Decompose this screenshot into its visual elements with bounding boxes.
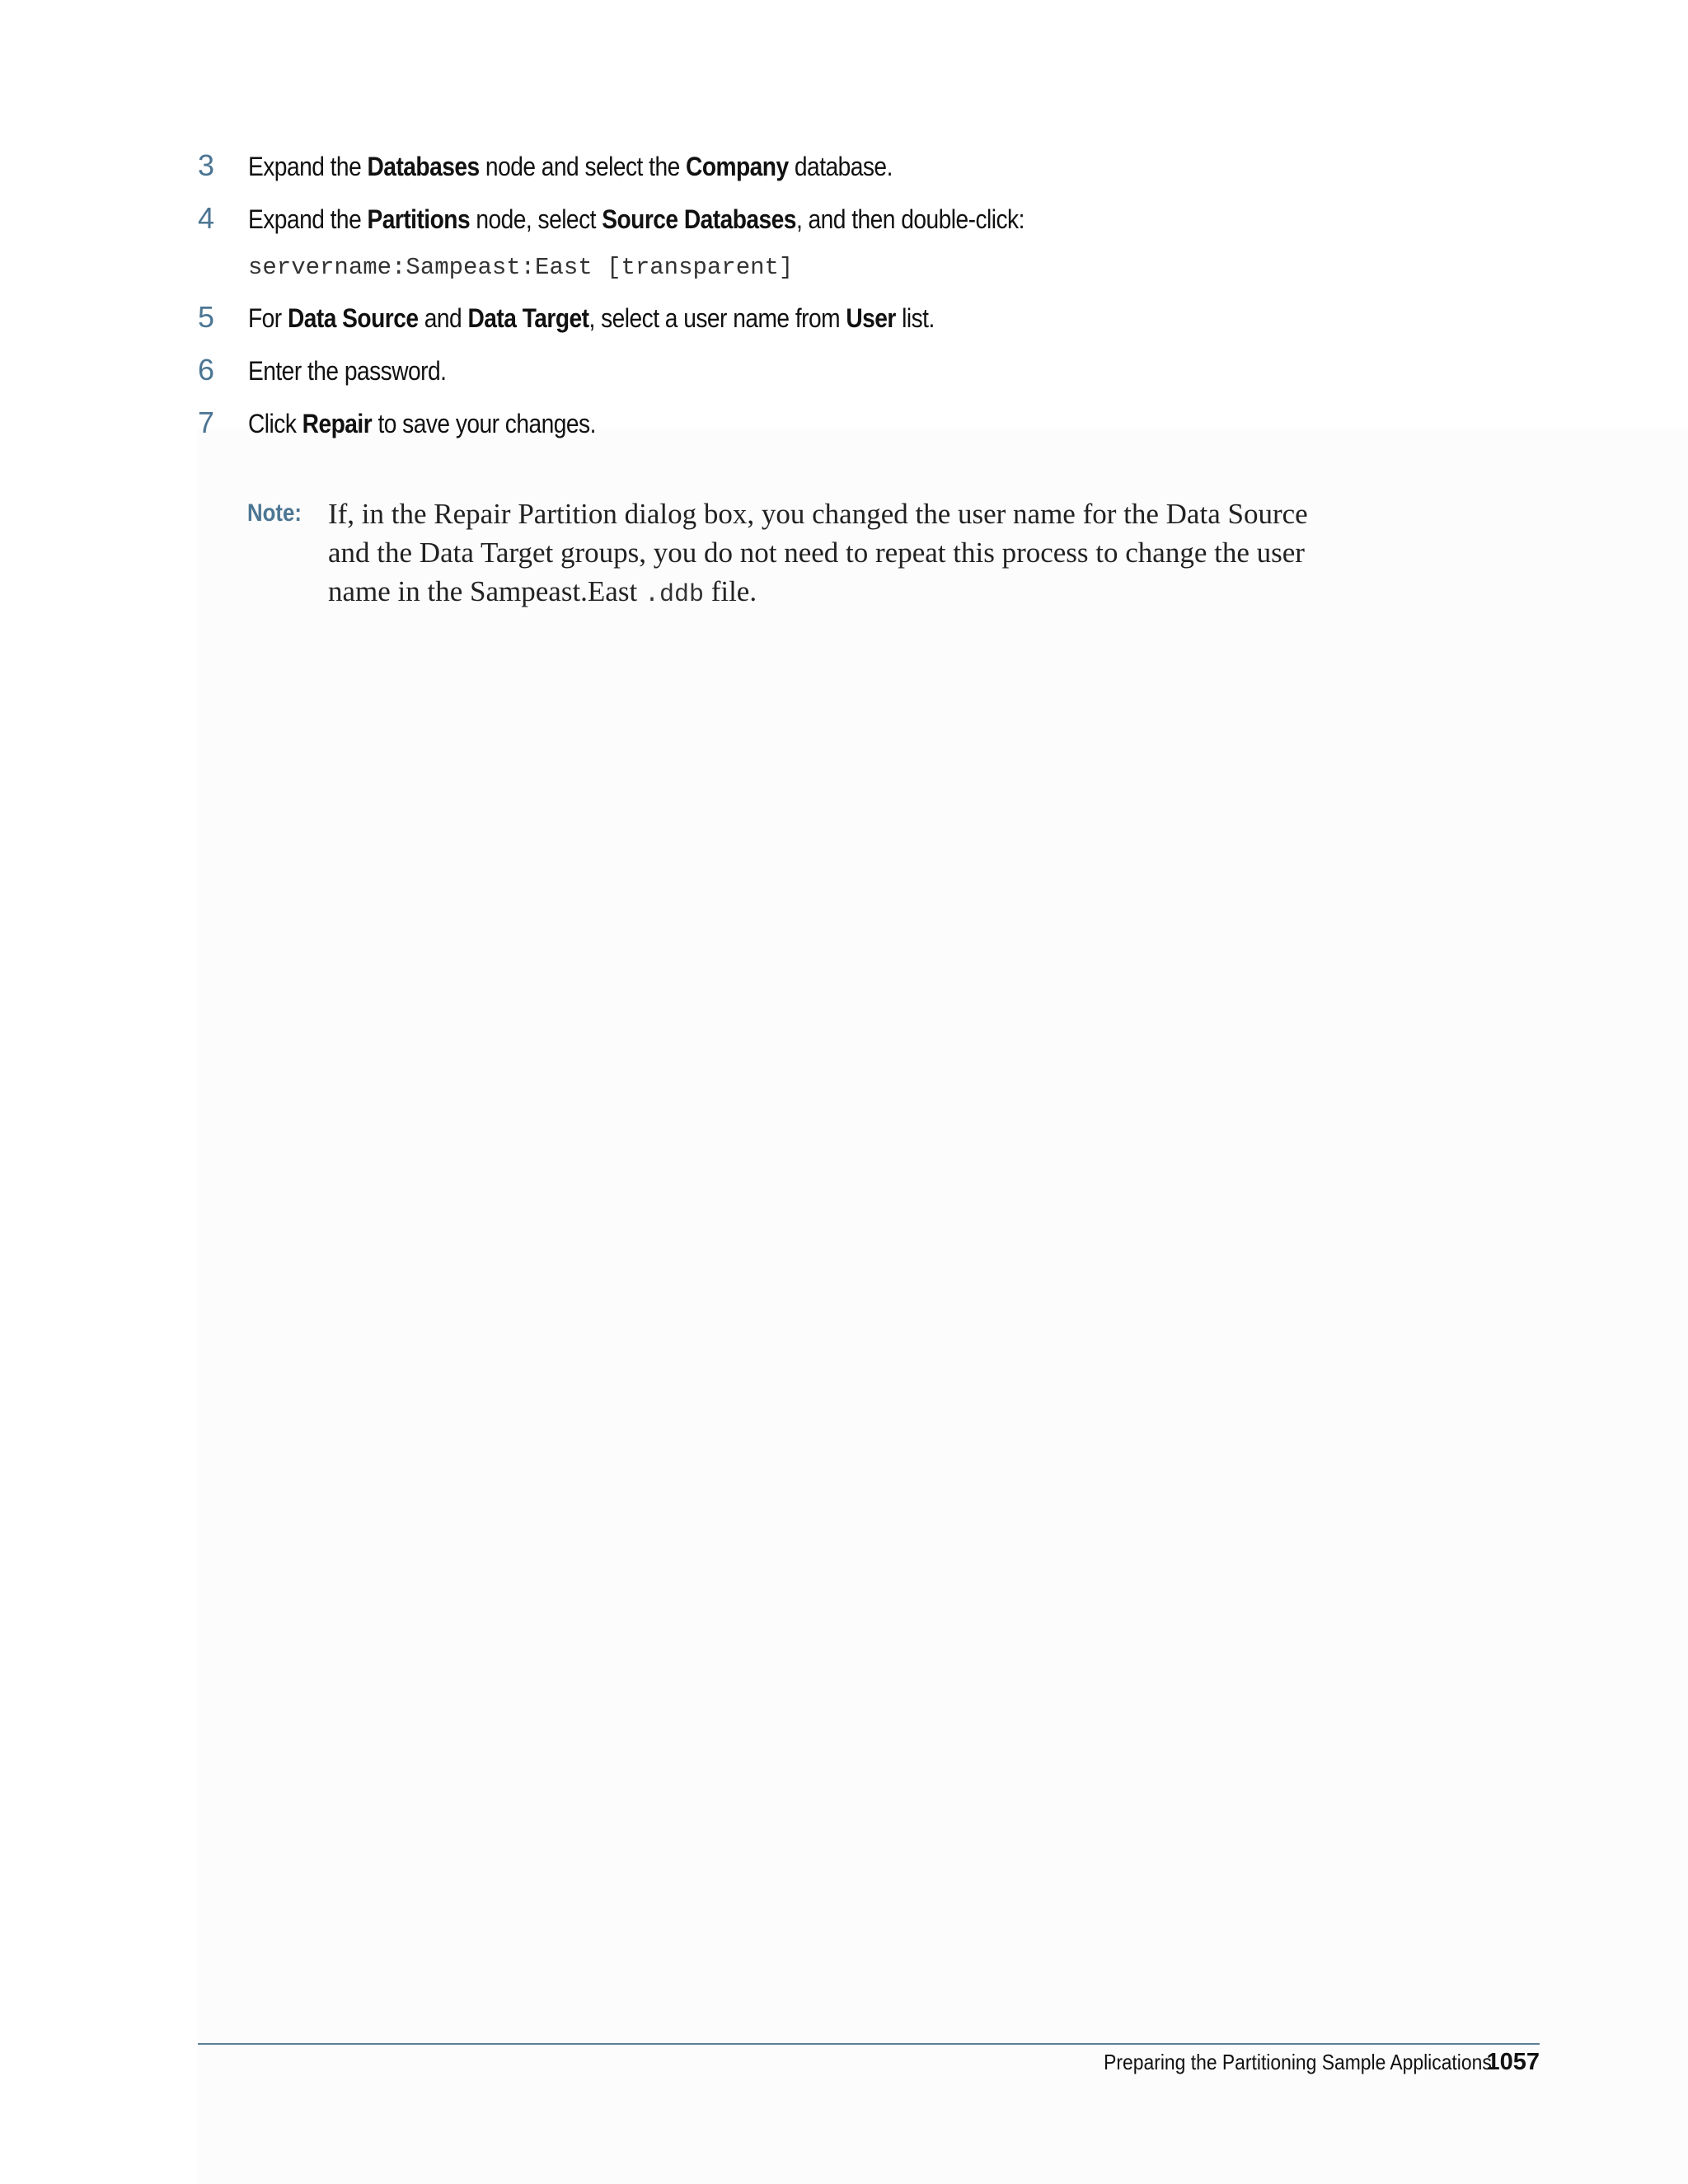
step-5 xyxy=(198,297,1533,349)
step-text-part: node, select xyxy=(470,204,603,234)
step-text xyxy=(248,356,446,387)
step-text xyxy=(248,204,1025,235)
step-text-part: , select a user name from xyxy=(588,303,846,333)
step-number: 7 xyxy=(198,405,214,439)
ui-term: Data Target xyxy=(467,303,589,333)
step-4 xyxy=(198,198,1533,251)
step-text xyxy=(248,152,893,182)
footer-section-title: Preparing the Partitioning Sample Applications xyxy=(1103,2050,1492,2074)
ui-term: Repair xyxy=(302,409,373,438)
step-7 xyxy=(198,402,1533,455)
file-extension-code: .ddb xyxy=(644,581,704,609)
ui-term: Source Databases xyxy=(602,204,796,234)
step-number: 4 xyxy=(198,201,214,235)
step-text xyxy=(248,303,935,334)
note-text: file. xyxy=(703,575,757,607)
note-line: If, in the Repair Partition dialog box, you changed the user name for the Data Source xyxy=(328,498,1308,530)
step-text-part: For xyxy=(248,303,288,333)
procedure-steps xyxy=(198,145,1533,455)
step-number: 3 xyxy=(198,148,214,182)
step-text-part: node and select the xyxy=(479,152,687,181)
ui-term: User xyxy=(846,303,896,333)
step-text xyxy=(248,409,596,439)
step-text-part: Click xyxy=(248,409,302,438)
ui-term: Databases xyxy=(367,152,480,181)
code-sample: servername:Sampeast:East [transparent] xyxy=(248,254,794,281)
note-body xyxy=(328,494,1400,615)
note-text: name in the Sampeast.East xyxy=(328,575,645,607)
ui-term: Partitions xyxy=(367,204,471,234)
page-number: 1057 xyxy=(1486,2049,1540,2075)
note-line xyxy=(328,572,1400,615)
ui-term: Company xyxy=(686,152,789,181)
page-footer xyxy=(1051,2049,1540,2076)
step-3 xyxy=(198,145,1533,198)
step-6 xyxy=(198,349,1533,402)
step-text-part: Expand the xyxy=(248,152,368,181)
step-number: 5 xyxy=(198,300,214,334)
note-label: Note: xyxy=(247,499,302,527)
note-line: and the Data Target groups, you do not need to repeat this process to change the user xyxy=(328,537,1305,569)
ui-term: Data Source xyxy=(287,303,419,333)
footer-rule xyxy=(198,2043,1540,2045)
step-text-part: to save your changes. xyxy=(372,409,596,438)
step-text-part: , and then double-click: xyxy=(795,204,1025,234)
page-background xyxy=(198,429,1688,2184)
step-text-part: Expand the xyxy=(248,204,368,234)
step-number: 6 xyxy=(198,353,214,387)
step-text-part: and xyxy=(418,303,468,333)
step-text-part: database. xyxy=(788,152,893,181)
step-text-part: list. xyxy=(895,303,935,333)
step-text-part: Enter the password. xyxy=(248,356,447,386)
